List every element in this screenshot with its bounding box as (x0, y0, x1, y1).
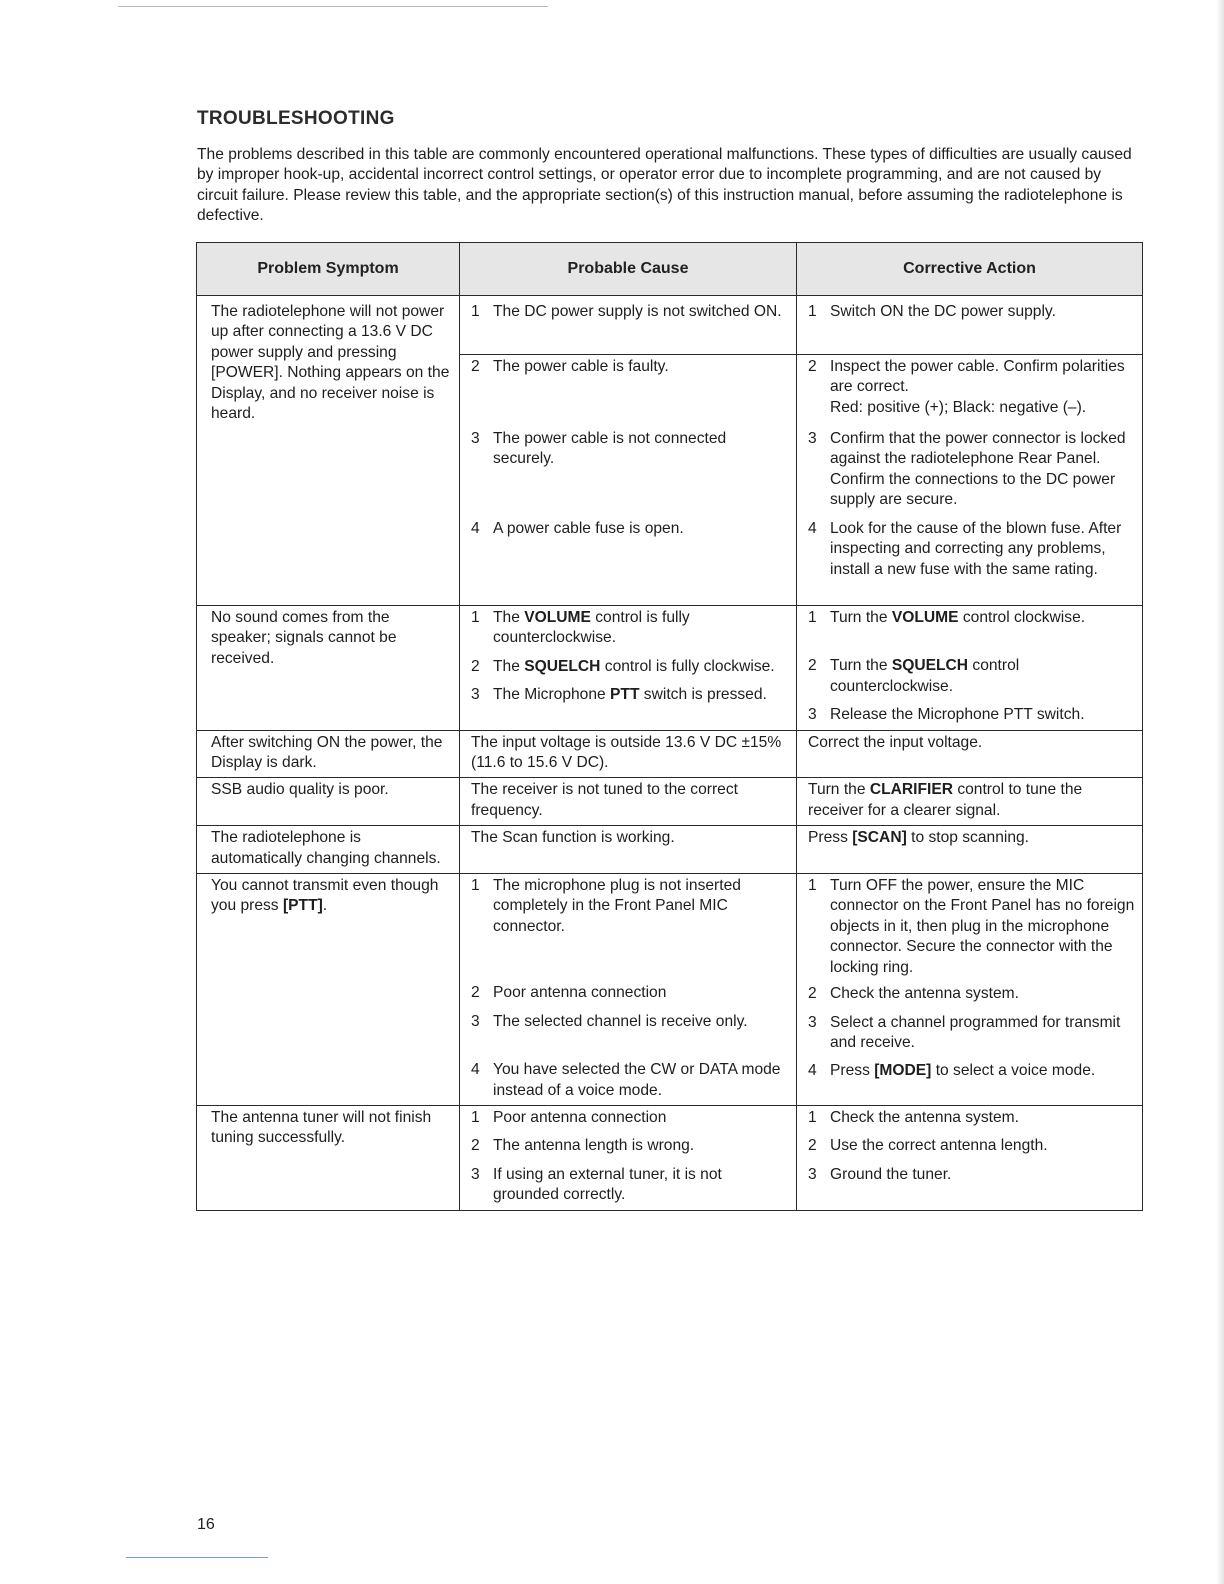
bottom-rule (126, 1557, 268, 1558)
symptom-cell: You cannot transmit even though you press [PTT]. (197, 874, 460, 1106)
symptom-cell: The radiotelephone is automatically changing channels. (197, 826, 460, 874)
cause-item: 3 The power cable is not connected securely. (471, 430, 727, 468)
action-item: 3 Select a channel programmed for transmit and receive. (808, 1013, 1121, 1051)
cause-cell (460, 355, 797, 428)
cause-cell (460, 517, 797, 606)
section-heading: TROUBLESHOOTING (197, 108, 395, 129)
cause-item: 3 If using an external tuner, it is not grounded correctly. (471, 1165, 722, 1204)
cause-item: 4 A power cable fuse is open. (471, 520, 684, 537)
action-cell (797, 296, 1143, 355)
table-row (197, 730, 1143, 778)
table-header-row (197, 243, 1143, 296)
action-item: 1 Turn the VOLUME control clockwise. (808, 609, 1086, 626)
action-item: 2 Inspect the power cable. Confirm polarities are correct. Red: positive (+); Black: negative (–). (808, 358, 1125, 416)
symptom-cell: SSB audio quality is poor. (197, 778, 460, 826)
action-cell: Press [SCAN] to stop scanning. (797, 826, 1143, 874)
cause-cell: The input voltage is outside 13.6 V DC ±15% (11.6 to 15.6 V DC). (460, 730, 797, 778)
symptom-cell: No sound comes from the speaker; signals cannot be received. (197, 606, 460, 731)
cause-item: 2 The SQUELCH control is fully clockwise. (471, 657, 775, 675)
cause-item: 1 The DC power supply is not switched ON. (471, 303, 782, 320)
action-item: 3 Confirm that the power connector is locked against the radiotelephone Rear Panel. Confirm the connections to the DC power supply are secure. (808, 430, 1126, 509)
cause-item: 3 The selected channel is receive only. (471, 1012, 748, 1030)
intro-paragraph: The problems described in this table are commonly encountered operational malfunctions. These types of difficulties are usually caused by improper hook-up, accidental incorrect control settings, or operator error due to incomplete programming, and are not caused by circuit failure. Please review this table, and the appropriate section(s) of this instruction manual, before assuming the radiotelephone is defective. (197, 146, 1132, 225)
table-row (197, 826, 1143, 874)
action-cell (797, 517, 1143, 606)
action-item: 1 Switch ON the DC power supply. (808, 303, 1056, 320)
cause-item: 4 You have selected the CW or DATA mode instead of a voice mode. (471, 1061, 781, 1099)
action-item: 4 Press [MODE] to select a voice mode. (808, 1062, 1096, 1080)
troubleshooting-table (196, 242, 1143, 1211)
cause-cell (460, 427, 797, 517)
symptom-cell: The antenna tuner will not finish tuning successfully. (197, 1105, 460, 1210)
cause-item: 2 The antenna length is wrong. (471, 1137, 695, 1155)
cause-item: 2 The power cable is faulty. (471, 358, 669, 375)
cause-item: 3 The Microphone PTT switch is pressed. (471, 686, 767, 704)
table-row (197, 778, 1143, 826)
action-cell: Correct the input voltage. (797, 730, 1143, 778)
table-row (197, 874, 1143, 1106)
header-corrective-action: Corrective Action (797, 243, 1143, 296)
action-item: 1 Check the antenna system. (808, 1108, 1019, 1126)
action-item: 1 Turn OFF the power, ensure the MIC connector on the Front Panel has no foreign objects in it, then plug in the microphone connector. Secure the connector with the locking ring. (808, 877, 1135, 976)
action-cell (797, 606, 1143, 731)
action-item: 3 Ground the tuner. (808, 1165, 952, 1183)
action-item: 2 Use the correct antenna length. (808, 1137, 1048, 1155)
symptom-cell: After switching ON the power, the Display is dark. (197, 730, 460, 778)
cause-cell (460, 296, 797, 355)
action-item: 4 Look for the cause of the blown fuse. After inspecting and correcting any problems, install a new fuse with the same rating. (808, 520, 1122, 578)
action-cell: Turn the CLARIFIER control to tune the receiver for a clearer signal. (797, 778, 1143, 826)
cause-item: 1 The VOLUME control is fully counterclockwise. (471, 609, 690, 647)
cause-item: 1 Poor antenna connection (471, 1108, 667, 1126)
cause-item: 2 Poor antenna connection (471, 984, 667, 1002)
action-item: 2 Check the antenna system. (808, 985, 1019, 1003)
cause-cell: The Scan function is working. (460, 826, 797, 874)
cause-cell: The receiver is not tuned to the correct frequency. (460, 778, 797, 826)
page-number: 16 (197, 1516, 215, 1533)
action-cell (797, 355, 1143, 428)
cause-cell (460, 606, 797, 731)
table-row (197, 1105, 1143, 1210)
table-row (197, 606, 1143, 731)
page-edge-shadow (1216, 0, 1224, 1584)
cause-item: 1 The microphone plug is not inserted completely in the Front Panel MIC connector. (471, 877, 741, 935)
action-cell (797, 1105, 1143, 1210)
table-row (197, 296, 1143, 355)
top-rule (118, 6, 548, 7)
header-problem-symptom: Problem Symptom (197, 243, 460, 296)
action-item: 2 Turn the SQUELCH control counterclockwise. (808, 657, 1020, 695)
header-probable-cause: Probable Cause (460, 243, 797, 296)
action-item: 3 Release the Microphone PTT switch. (808, 706, 1085, 724)
cause-cell (460, 874, 797, 1106)
action-cell (797, 874, 1143, 1106)
action-cell (797, 427, 1143, 517)
cause-cell (460, 1105, 797, 1210)
symptom-cell: The radiotelephone will not power up after connecting a 13.6 V DC power supply and pressing [POWER]. Nothing appears on the Display, and no receiver noise is heard. (197, 296, 460, 606)
